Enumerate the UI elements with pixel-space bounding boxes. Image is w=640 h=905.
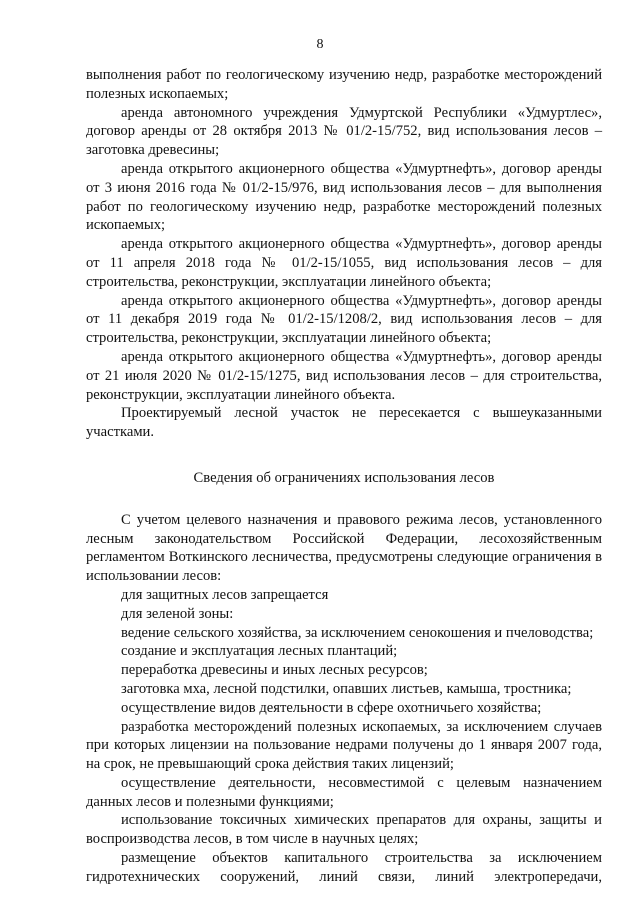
page-number: 8	[316, 37, 324, 52]
section-heading: Сведения об ограничениях использования лесов	[193, 469, 495, 486]
paragraph-lease-2018: аренда открытого акционерного общества «Удмуртнефть», договор аренды от 11 апреля 2018 года № 01/2-15/1055, вид использования лесов – для строительства, реконструкции, эксплуатации линейного объекта;	[86, 236, 602, 290]
paragraph-lease-2016: аренда открытого акционерного общества «Удмуртнефть», договор аренды от 3 июня 2016 года № 01/2-15/976, вид использования лесов – для выполнения работ по геологическому изучению недр, разработке месторождений полезных ископаемых;	[86, 160, 602, 234]
list-item: размещение объектов капитального строительства за исключением гидротехнических сооружений, линий связи, линий электропередачи,	[86, 850, 602, 885]
list-item: для зеленой зоны:	[121, 605, 234, 622]
paragraph-continuation: выполнения работ по геологическому изучению недр, разработке месторождений полезных ископаемых;	[86, 67, 602, 102]
list-item: переработка древесины и иных лесных ресурсов;	[121, 662, 428, 679]
paragraph-restrictions-intro: С учетом целевого назначения и правового режима лесов, установленного лесным законодательством Российской Федерации, лесохозяйственным регламентом Воткинского лесничества, предусмотрены следующие ограничения в использовании лесов:	[86, 511, 602, 585]
list-item: осуществление деятельности, несовместимой с целевым назначением данных лесов и полезными функциями;	[86, 774, 602, 810]
list-item: разработка месторождений полезных ископаемых, за исключением случаев при которых лицензии на пользование недрами получены до 1 января 2007 года, на срок, не превышающий срока действия таких лицензий;	[86, 718, 602, 773]
list-item: заготовка мха, лесной подстилки, опавших листьев, камыша, тростника;	[121, 680, 572, 697]
paragraph-lease-2019: аренда открытого акционерного общества «Удмуртнефть», договор аренды от 11 декабря 2019 года № 01/2-15/1208/2, вид использования лесов – для строительства, реконструкции, эксплуатации линейного объекта;	[86, 292, 602, 347]
list-item: создание и эксплуатация лесных плантаций;	[121, 643, 398, 660]
list-item: ведение сельского хозяйства, за исключением сенокошения и пчеловодства;	[121, 624, 594, 641]
list-item: для защитных лесов запрещается	[121, 586, 329, 603]
paragraph-no-intersection: Проектируемый лесной участок не пересекается с вышеуказанными участками.	[86, 405, 602, 441]
list-item: осуществление видов деятельности в сфере охотничьего хозяйства;	[121, 699, 542, 716]
paragraph-lease-udmurtles: аренда автономного учреждения Удмуртской Республики «Удмуртлес», договор аренды от 28 октября 2013 № 01/2-15/752, вид использования лесов – заготовка древесины;	[86, 104, 602, 159]
list-item: использование токсичных химических препаратов для охраны, защиты и воспроизводства лесов, в том числе в научных целях;	[86, 812, 602, 848]
paragraph-lease-2020: аренда открытого акционерного общества «Удмуртнефть», договор аренды от 21 июля 2020 № 01/2-15/1275, вид использования лесов – для строительства, реконструкции, эксплуатации линейного объекта.	[86, 348, 602, 403]
document-body	[86, 66, 602, 887]
